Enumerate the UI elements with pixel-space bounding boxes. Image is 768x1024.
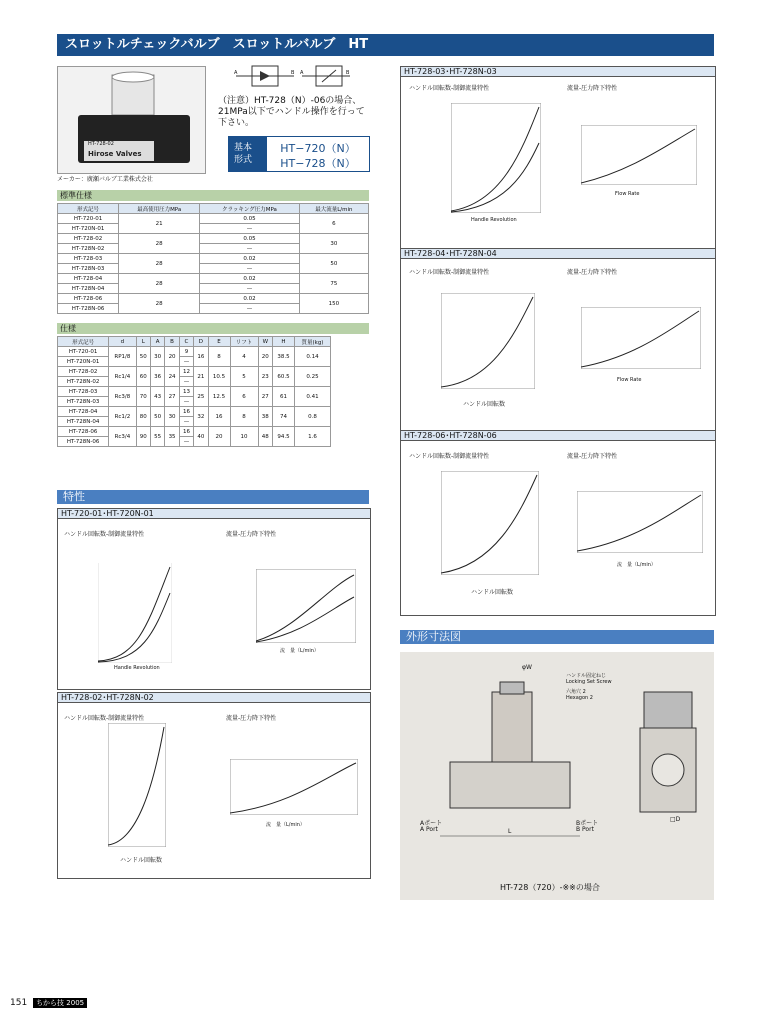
table-cell: 50 bbox=[136, 347, 150, 367]
table-cell: Rc3/8 bbox=[109, 387, 136, 407]
x-label-handle: Handle Revolution bbox=[114, 665, 160, 671]
dim-header: D bbox=[194, 337, 208, 347]
table-cell: 28 bbox=[119, 294, 200, 314]
table-cell: RP1/8 bbox=[109, 347, 136, 367]
hex-label-en: Hexagon 2 bbox=[566, 695, 593, 701]
x-label-flow: 流 量（L/min） bbox=[617, 562, 656, 568]
table-cell: 38 bbox=[258, 407, 272, 427]
table-cell: 80 bbox=[136, 407, 150, 427]
table-cell: Rc1/4 bbox=[109, 367, 136, 387]
table-cell: 0.02 bbox=[200, 254, 300, 264]
dim-header: 質量(kg) bbox=[294, 337, 330, 347]
table-cell: — bbox=[200, 224, 300, 234]
panel-ht728-03 bbox=[400, 66, 716, 250]
panel-head: HT-728-06･HT-728N-06 bbox=[401, 431, 715, 441]
panel-head: HT-728-04･HT-728N-04 bbox=[401, 249, 715, 259]
table-cell: — bbox=[179, 437, 193, 447]
table-cell: HT-728-04 bbox=[58, 274, 119, 284]
panel-head: HT-728-03･HT-728N-03 bbox=[401, 67, 715, 77]
table-cell: — bbox=[200, 284, 300, 294]
table-cell: 5 bbox=[230, 367, 258, 387]
symbol-b2: B bbox=[346, 70, 350, 76]
std-header: 形式記号 bbox=[58, 204, 119, 214]
table-cell: 0.05 bbox=[200, 234, 300, 244]
x-label-flow: Flow Rate bbox=[617, 377, 642, 383]
table-row bbox=[58, 387, 331, 397]
dim-sq-d: □D bbox=[670, 816, 681, 823]
table-cell: 16 bbox=[194, 347, 208, 367]
table-cell: 28 bbox=[119, 234, 200, 254]
standard-spec-table bbox=[57, 203, 369, 314]
table-cell: 0.02 bbox=[200, 294, 300, 304]
table-cell: 8 bbox=[208, 347, 230, 367]
symbol-a: A bbox=[234, 70, 238, 76]
table-cell: 16 bbox=[179, 407, 193, 417]
table-cell: HT-728N-06 bbox=[58, 304, 119, 314]
dim-header: H bbox=[272, 337, 294, 347]
characteristics-title: 特性 bbox=[57, 490, 369, 504]
std-header: 最大流量L/min bbox=[299, 204, 368, 214]
table-cell: 150 bbox=[299, 294, 368, 314]
chart-title-right: 流量-圧力降下特性 bbox=[567, 453, 618, 460]
model-720: HT−720（N） bbox=[280, 142, 356, 155]
table-cell: — bbox=[200, 304, 300, 314]
chart-title-right: 流量-圧力降下特性 bbox=[567, 85, 618, 92]
symbol-a2: A bbox=[300, 70, 304, 76]
table-cell: 60.5 bbox=[272, 367, 294, 387]
table-cell: 25 bbox=[194, 387, 208, 407]
table-cell: 12 bbox=[179, 367, 193, 377]
table-cell: 20 bbox=[165, 347, 179, 367]
chart-title-left: ハンドル回転数-制御流量特性 bbox=[64, 531, 145, 538]
std-header: 最高使用圧力MPa bbox=[119, 204, 200, 214]
a-port-label: Aポート bbox=[420, 820, 443, 827]
table-cell: HT-720N-01 bbox=[58, 357, 109, 367]
table-cell: 55 bbox=[150, 427, 164, 447]
model-728: HT−728（N） bbox=[280, 157, 356, 170]
table-cell: HT-728N-04 bbox=[58, 417, 109, 427]
table-cell: 16 bbox=[179, 427, 193, 437]
x-label-flow: Flow Rate bbox=[615, 191, 640, 197]
table-cell: HT-728-04 bbox=[58, 407, 109, 417]
table-cell: HT-728N-02 bbox=[58, 377, 109, 387]
chart-title-left: ハンドル回転数-制御流量特性 bbox=[409, 269, 490, 276]
table-cell: 21 bbox=[194, 367, 208, 387]
table-cell: Rc3/4 bbox=[109, 427, 136, 447]
table-cell: 1.6 bbox=[294, 427, 330, 447]
table-cell: 13 bbox=[179, 387, 193, 397]
table-cell: 23 bbox=[258, 367, 272, 387]
handle-flow-chart-grid bbox=[108, 723, 166, 847]
handle-flow-chart-grid bbox=[441, 471, 539, 575]
table-cell: 21 bbox=[119, 214, 200, 234]
pressure-drop-chart-grid bbox=[577, 491, 703, 553]
dimension-spec-title: 仕様 bbox=[57, 323, 369, 334]
product-photo bbox=[57, 66, 206, 174]
table-cell: 12.5 bbox=[208, 387, 230, 407]
table-row bbox=[58, 427, 331, 437]
std-header: クラッキング圧力MPa bbox=[200, 204, 300, 214]
table-cell: HT-728N-04 bbox=[58, 284, 119, 294]
table-cell: HT-728-02 bbox=[58, 367, 109, 377]
table-cell: 94.5 bbox=[272, 427, 294, 447]
a-port-label-en: A Port bbox=[420, 826, 438, 833]
table-cell: HT-728-03 bbox=[58, 387, 109, 397]
table-cell: HT-728-06 bbox=[58, 427, 109, 437]
table-cell: 43 bbox=[150, 387, 164, 407]
valve-symbols bbox=[232, 62, 352, 90]
table-cell: — bbox=[200, 264, 300, 274]
chart-title-left: ハンドル回転数-制御流量特性 bbox=[64, 715, 145, 722]
panel-ht728-06 bbox=[400, 430, 716, 616]
dim-l: L bbox=[508, 828, 512, 835]
table-cell: 10 bbox=[230, 427, 258, 447]
dim-header: W bbox=[258, 337, 272, 347]
table-cell: 27 bbox=[165, 387, 179, 407]
outline-title: 外形寸法図 bbox=[400, 630, 714, 644]
table-cell: HT-728-06 bbox=[58, 294, 119, 304]
pressure-drop-chart-grid bbox=[581, 307, 701, 369]
b-port-label-en: B Port bbox=[576, 826, 594, 833]
dim-header: E bbox=[208, 337, 230, 347]
table-cell: 28 bbox=[119, 274, 200, 294]
brand-label: ちから技 2005 bbox=[33, 998, 87, 1008]
table-cell: 40 bbox=[194, 427, 208, 447]
table-cell: 20 bbox=[258, 347, 272, 367]
basic-model-box bbox=[228, 136, 370, 172]
footer bbox=[10, 998, 87, 1008]
table-cell: HT-720N-01 bbox=[58, 224, 119, 234]
table-cell: 50 bbox=[150, 407, 164, 427]
table-cell: 60 bbox=[136, 367, 150, 387]
table-cell: 0.02 bbox=[200, 274, 300, 284]
table-cell: 20 bbox=[208, 427, 230, 447]
x-label-flow: 流 量（L/min） bbox=[266, 822, 305, 828]
table-cell: 0.14 bbox=[294, 347, 330, 367]
table-row bbox=[58, 274, 369, 284]
table-cell: — bbox=[179, 417, 193, 427]
handle-flow-chart-grid bbox=[98, 563, 172, 663]
table-cell: — bbox=[179, 357, 193, 367]
table-cell: 36 bbox=[150, 367, 164, 387]
dim-header: L bbox=[136, 337, 150, 347]
table-cell: 16 bbox=[208, 407, 230, 427]
table-cell: 27 bbox=[258, 387, 272, 407]
x-label-handle: ハンドル回転数 bbox=[471, 589, 514, 596]
table-cell: HT-728N-02 bbox=[58, 244, 119, 254]
pressure-drop-chart-grid bbox=[256, 569, 356, 643]
pressure-drop-chart-grid bbox=[581, 125, 697, 185]
table-cell: — bbox=[179, 377, 193, 387]
table-cell: — bbox=[200, 244, 300, 254]
dim-header: C bbox=[179, 337, 193, 347]
symbol-b: B bbox=[291, 70, 295, 76]
table-cell: HT-720-01 bbox=[58, 214, 119, 224]
table-cell: 0.25 bbox=[294, 367, 330, 387]
table-cell: HT-728-02 bbox=[58, 234, 119, 244]
dim-header: A bbox=[150, 337, 164, 347]
table-cell: 30 bbox=[150, 347, 164, 367]
dim-w: φW bbox=[522, 664, 532, 671]
table-cell: HT-720-01 bbox=[58, 347, 109, 357]
table-cell: HT-728N-03 bbox=[58, 264, 119, 274]
table-cell: 70 bbox=[136, 387, 150, 407]
chart-title-right: 流量-圧力降下特性 bbox=[226, 531, 277, 538]
chart-title-left: ハンドル回転数-制御流量特性 bbox=[409, 85, 490, 92]
handle-flow-chart-grid bbox=[441, 293, 535, 389]
outline-caption: HT-728（720）-※※の場合 bbox=[500, 883, 600, 892]
table-cell: HT-728N-03 bbox=[58, 397, 109, 407]
table-cell: HT-728-03 bbox=[58, 254, 119, 264]
table-row bbox=[58, 294, 369, 304]
x-label-flow: 流 量（L/min） bbox=[280, 648, 319, 654]
maker-note: メーカー：廣瀬バルブ工業株式会社 bbox=[57, 176, 153, 183]
table-cell: 28 bbox=[119, 254, 200, 274]
photo-label-1: HT-728-02 bbox=[88, 141, 114, 147]
chart-title-right: 流量-圧力降下特性 bbox=[567, 269, 618, 276]
outline-drawing-svg bbox=[400, 652, 714, 900]
table-cell: 6 bbox=[299, 214, 368, 234]
model-key: 基本 形式 bbox=[229, 137, 267, 171]
panel-ht728-02 bbox=[57, 692, 371, 879]
table-cell: Rc1/2 bbox=[109, 407, 136, 427]
table-cell: 24 bbox=[165, 367, 179, 387]
outline-drawing bbox=[400, 652, 714, 900]
x-label-handle: ハンドル回転数 bbox=[463, 401, 506, 408]
panel-ht728-04 bbox=[400, 248, 716, 432]
table-cell: 0.41 bbox=[294, 387, 330, 407]
table-cell: 38.5 bbox=[272, 347, 294, 367]
table-cell: 61 bbox=[272, 387, 294, 407]
screw-label: ハンドル固定ねじ bbox=[566, 673, 607, 679]
table-cell: 35 bbox=[165, 427, 179, 447]
table-row bbox=[58, 407, 331, 417]
table-cell: 90 bbox=[136, 427, 150, 447]
dimension-spec-table bbox=[57, 336, 331, 447]
table-row bbox=[58, 234, 369, 244]
dim-header: 形式記号 bbox=[58, 337, 109, 347]
table-row bbox=[58, 214, 369, 224]
table-row bbox=[58, 367, 331, 377]
x-label-handle: Handle Revolution bbox=[471, 217, 517, 223]
table-cell: — bbox=[179, 397, 193, 407]
page-title: スロットルチェックバルブ スロットルバルブ HT bbox=[57, 34, 714, 56]
dim-header: リフト bbox=[230, 337, 258, 347]
chart-title-left: ハンドル回転数-制御流量特性 bbox=[409, 453, 490, 460]
panel-ht720 bbox=[57, 508, 371, 690]
table-cell: 48 bbox=[258, 427, 272, 447]
table-cell: 6 bbox=[230, 387, 258, 407]
table-cell: 0.8 bbox=[294, 407, 330, 427]
table-cell: 4 bbox=[230, 347, 258, 367]
table-cell: 32 bbox=[194, 407, 208, 427]
panel-head: HT-728-02･HT-728N-02 bbox=[58, 693, 370, 703]
table-cell: 30 bbox=[299, 234, 368, 254]
dim-header: B bbox=[165, 337, 179, 347]
table-row bbox=[58, 254, 369, 264]
b-port-label: Bポート bbox=[576, 820, 599, 827]
screw-label-en: Locking Set Screw bbox=[566, 679, 612, 685]
x-label-handle: ハンドル回転数 bbox=[120, 857, 163, 864]
table-cell: 8 bbox=[230, 407, 258, 427]
table-cell: 0.05 bbox=[200, 214, 300, 224]
hex-label: 六角穴 2 bbox=[566, 689, 586, 695]
chart-title-right: 流量-圧力降下特性 bbox=[226, 715, 277, 722]
table-row bbox=[58, 347, 331, 357]
table-cell: 75 bbox=[299, 274, 368, 294]
dim-header: d bbox=[109, 337, 136, 347]
handle-flow-chart-grid bbox=[451, 103, 541, 213]
pressure-drop-chart-grid bbox=[230, 759, 358, 815]
table-cell: 30 bbox=[165, 407, 179, 427]
standard-spec-title: 標準仕様 bbox=[57, 190, 369, 201]
usage-note: （注意）HT-728（N）-06の場合、21MPa以下でハンドル操作を行って下さい。 bbox=[218, 96, 365, 128]
table-cell: 50 bbox=[299, 254, 368, 274]
table-cell: 10.5 bbox=[208, 367, 230, 387]
photo-label-2: Hirose Valves bbox=[88, 150, 142, 158]
panel-head: HT-720-01･HT-720N-01 bbox=[58, 509, 370, 519]
page-number: 151 bbox=[10, 998, 28, 1008]
table-cell: 9 bbox=[179, 347, 193, 357]
table-cell: HT-728N-06 bbox=[58, 437, 109, 447]
table-cell: 74 bbox=[272, 407, 294, 427]
